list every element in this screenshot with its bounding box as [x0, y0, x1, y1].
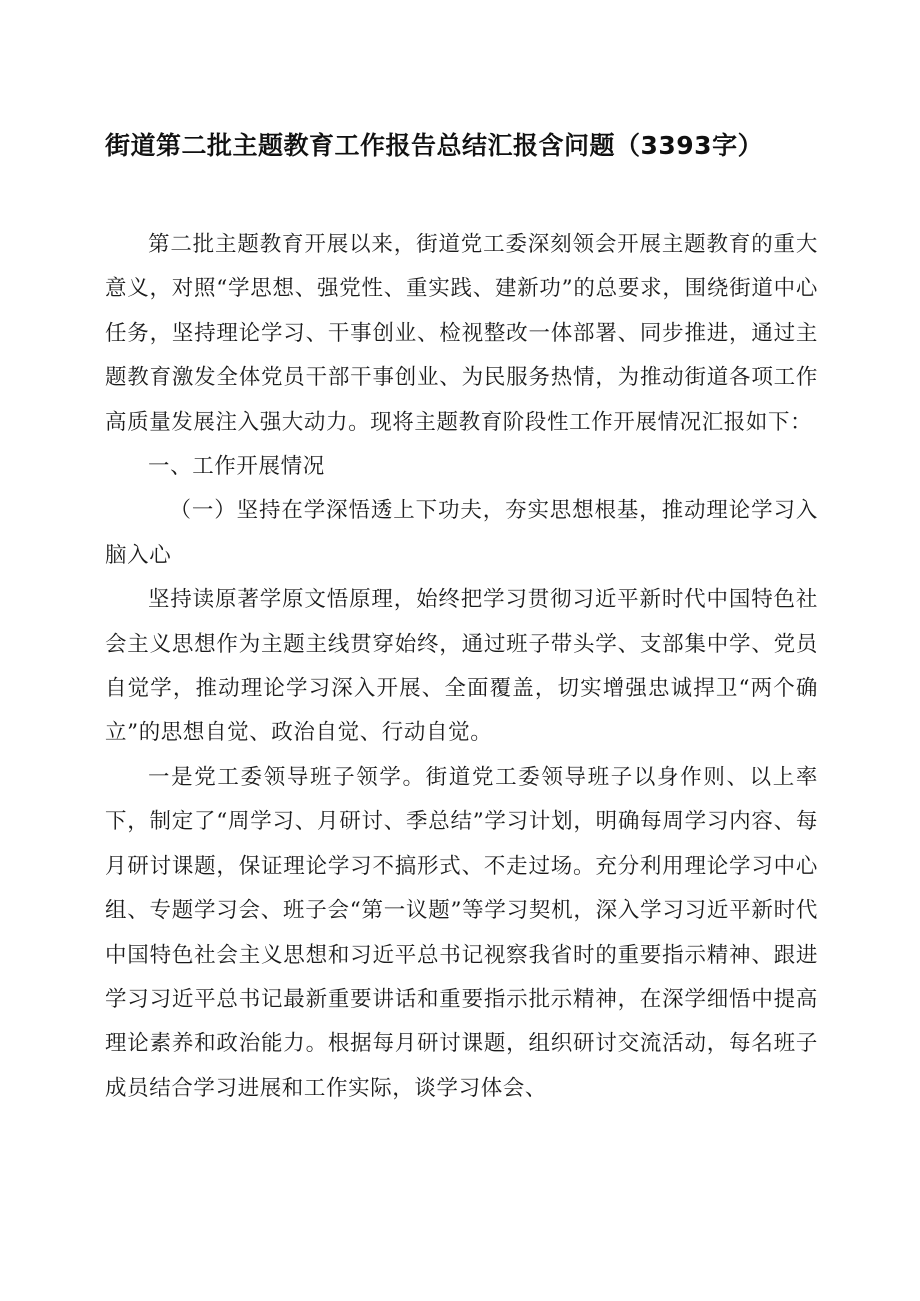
paragraph-intro: 第二批主题教育开展以来，街道党工委深刻领会开展主题教育的重大意义，对照“学思想、强党性、重实践、建新功”的总要求，围绕街道中心任务，坚持理论学习、干事创业、检视整改一体部署、同步推进，通过主题教育激发全体党员干部干事创业、为民服务热情，为推动街道各项工作高质量发展注入强大动力。现将主题教育阶段性工作开展情况汇报如下：: [105, 232, 818, 435]
subsection-heading-1: （一）坚持在学深悟透上下功夫，夯实思想根基，推动理论学习入脑入心: [105, 498, 818, 568]
section-heading-work-progress: 一、工作开展情况: [148, 454, 325, 480]
paragraph-study-overview: 坚持读原著学原文悟原理，始终把学习贯彻习近平新时代中国特色社会主义思想作为主题主线贯穿始终，通过班子带头学、支部集中学、党员自觉学，推动理论学习深入开展、全面覆盖，切实增强忠诚捍卫“两个确立”的思想自觉、政治自觉、行动自觉。: [105, 587, 818, 746]
document-title: 街道第二批主题教育工作报告总结汇报含问题（3393字）: [105, 131, 764, 160]
document-body: [105, 223, 818, 1111]
paragraph-leadership-study: 一是党工委领导班子领学。街道党工委领导班子以身作则、以上率下，制定了“周学习、月研讨、季总结”学习计划，明确每周学习内容、每月研讨课题，保证理论学习不搞形式、不走过场。充分利用理论学习中心组、专题学习会、班子会“第一议题”等学习契机，深入学习习近平新时代中国特色社会主义思想和习近平总书记视察我省时的重要指示精神、跟进学习习近平总书记最新重要讲话和重要指示批示精神，在深学细悟中提高理论素养和政治能力。根据每月研讨课题，组织研讨交流活动，每名班子成员结合学习进展和工作实际，谈学习体会、: [105, 764, 818, 1101]
